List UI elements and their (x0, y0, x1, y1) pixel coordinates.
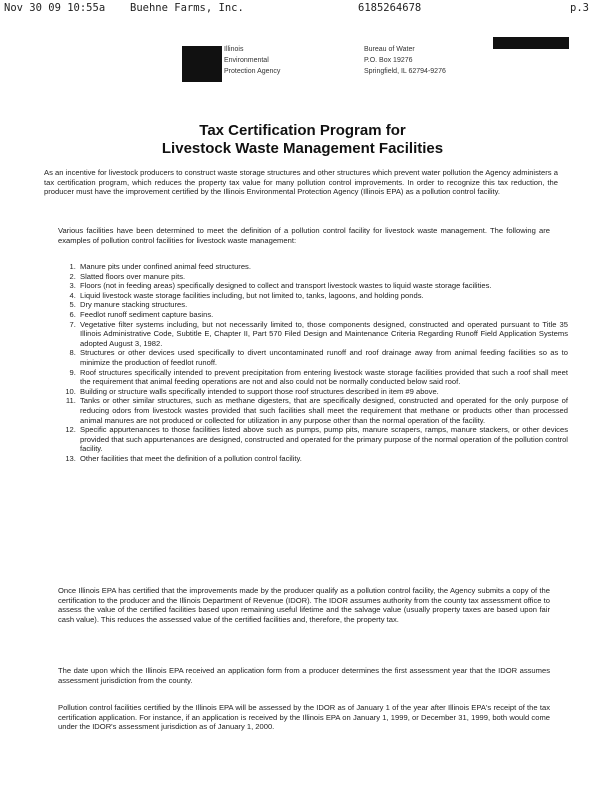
list-item: 6. Feedlot runoff sediment capture basins. (78, 310, 568, 320)
address-line: P.O. Box 19276 (364, 57, 413, 64)
address-line: Springfield, IL 62794-9276 (364, 68, 446, 75)
assessment-paragraph: Pollution control facilities certified by the Illinois EPA will be assessed by the IDOR as of January 1 of the year after Illinois EPA's receipt of the tax certification application. For instance, if an application is received by the Illinois EPA on January 1, 1999, or December 31, 1999, both would come under the IDOR's assessment jurisdiction as of January 1, 2000. (58, 703, 550, 732)
list-item: 11. Tanks or other similar structures, such as methane digesters, that are specifically designed, constructed and operated for the only purpose of reducing odors from livestock wastes provided that such facilities shall meet the requirement that methane or products other than processed animal manures are not produced or collected for utilization in any purpose other than the normal operation of the facility. (78, 396, 568, 425)
redaction-bar (493, 37, 569, 49)
agency-logo (182, 46, 222, 82)
document-title (0, 122, 605, 158)
list-item: 12. Specific appurtenances to those facilities listed above such as pumps, pump pits, manure scrapers, ramps, manure stackers, or other devices provided that such appurtenances are designed, constructed and operated for the primary purpose of the normal operation of the pollution control facility. (78, 425, 568, 454)
agency-line: Protection Agency (224, 68, 281, 75)
title-line-1: Tax Certification Program for (199, 122, 406, 139)
list-item: 1. Manure pits under confined animal feed structures. (78, 262, 568, 272)
agency-line: Illinois (224, 46, 244, 53)
fax-phone: 6185264678 (358, 2, 422, 14)
agency-line: Environmental (224, 57, 269, 64)
list-item: 7. Vegetative filter systems including, but not necessarily limited to, those components designed, constructed and operated pursuant to Title 35 Illinois Administrative Code, Subtitle E, Chapter II, Part 570 Filed Design and Maintenance Criteria Regarding Runoff Field Application Systems adopted August 3, 1982. (78, 320, 568, 349)
agency-address (364, 44, 446, 77)
list-item: 13. Other facilities that meet the definition of a pollution control facility. (78, 454, 568, 464)
fax-header (4, 2, 602, 16)
title-line-2: Livestock Waste Management Facilities (161, 140, 444, 157)
fax-sender: Buehne Farms, Inc. (130, 2, 244, 14)
list-item: 4. Liquid livestock waste storage facilities including, but not limited to, tanks, lagoons, and holding ponds. (78, 291, 568, 301)
list-item: 2. Slatted floors over manure pits. (78, 272, 568, 282)
certification-paragraph: Once Illinois EPA has certified that the improvements made by the producer qualify as a pollution control facility, the Agency submits a copy of the certification to the producer and the Illinois Department of Revenue (IDOR). The IDOR assumes authority from the county tax assessment office to assess the value of the certified facilities based upon remaining useful lifetime and the salvage value (usually property taxes are based upon fair cash value). This reduces the assessed value of the certified facilities and, therefore, the property tax. (58, 586, 550, 624)
date-paragraph: The date upon which the Illinois EPA received an application form from a producer determines the first assessment year that the IDOR assumes assessment jurisdiction from the county. (58, 666, 550, 685)
agency-name (224, 44, 280, 77)
facility-list (60, 262, 568, 463)
list-item: 8. Structures or other devices used specifically to divert uncontaminated runoff and roof drainage away from animal feeding facilities so as to minimize the production of feedlot runoff. (78, 348, 568, 367)
list-item: 9. Roof structures specifically intended to prevent precipitation from entering livestock waste storage facilities provided that such a roof shall meet the requirement that animal feeding operations are not and also could not be normally conducted below said roof. (78, 368, 568, 387)
list-item: 3. Floors (not in feeding areas) specifically designed to collect and transport livestock wastes to liquid waste storage facilities. (78, 281, 568, 291)
intro-paragraph: As an incentive for livestock producers to construct waste storage structures and other structures which prevent water pollution the Agency administers a tax certification program, which reduces the property tax value for many pollution control improvements. In order to recognize this tax reduction, the producer must have the improvement certified by the Illinois Environmental Protection Agency (Illinois EPA) as a pollution control facility. (44, 168, 558, 197)
fax-datetime: Nov 30 09 10:55a (4, 2, 106, 14)
fax-page-number: p.3 (570, 2, 589, 14)
list-item: 10. Building or structure walls specifically intended to support those roof structures described in item #9 above. (78, 387, 568, 397)
list-item: 5. Dry manure stacking structures. (78, 300, 568, 310)
list-intro-paragraph: Various facilities have been determined to meet the definition of a pollution control facility for livestock waste management. The following are examples of pollution control facilities for livestock waste management: (58, 226, 550, 245)
address-line: Bureau of Water (364, 46, 415, 53)
